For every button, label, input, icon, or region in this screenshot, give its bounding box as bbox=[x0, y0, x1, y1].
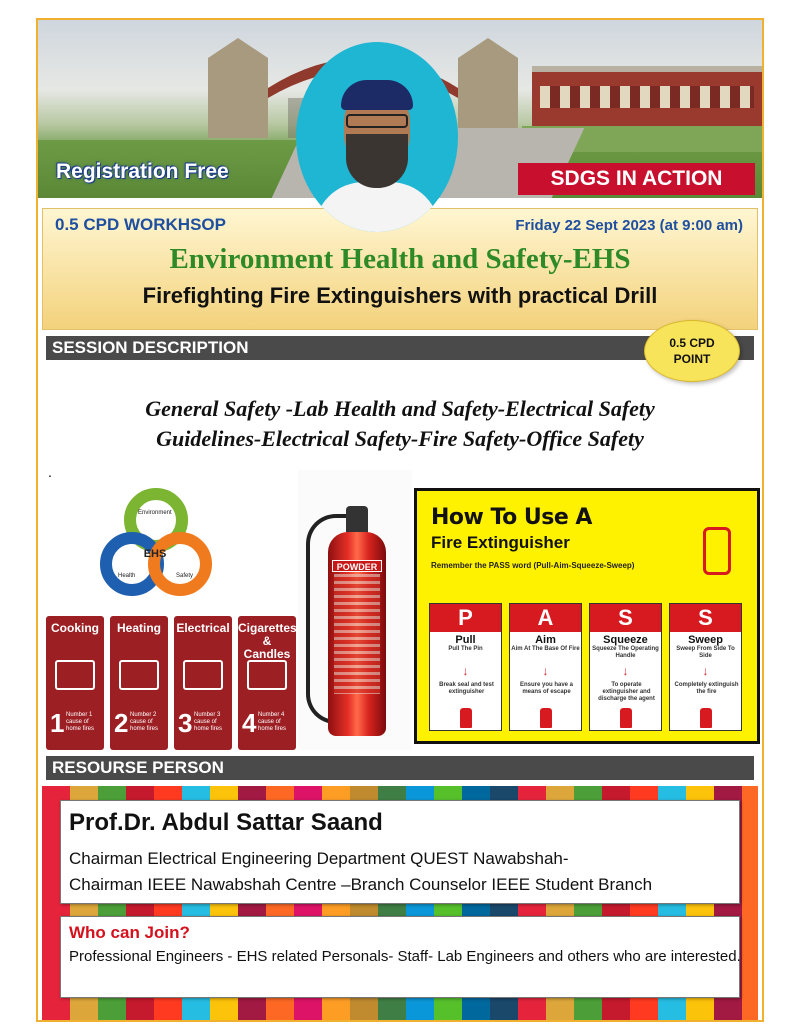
fireplace-icon bbox=[119, 660, 159, 690]
plug-icon bbox=[183, 660, 223, 690]
who-can-join-heading: Who can Join? bbox=[69, 923, 190, 942]
speaker-portrait bbox=[296, 42, 458, 232]
sdgs-in-action-badge: SDGS IN ACTION bbox=[518, 163, 755, 195]
pass-step-sweep: S Sweep Sweep From Side To Side ↓ Completely extinguish the fire bbox=[669, 603, 742, 731]
arrow-down-icon: ↓ bbox=[542, 664, 549, 678]
powder-label: POWDER bbox=[332, 560, 382, 572]
event-poster: Registration Free SDGS IN ACTION 0.5 CPD WORKHSOP Friday 22 Sept 2023 (at 9:00 am) Environment Health and Safety-EHS Firefighting Fire Extinguishers with practical Drill SESSION DESCRIPTION 0.5 CPD POINT General Safety -Lab Health and Safety-Electrical Safety Guidelines-Electrical Safety-Fire Safety-Office Safety . EHS Environment Health Safety Cooking 1 Number 1 cause of home fires Heating 2 Number 2 cause of home fires Electrical 3 Number 3 cause of home fires Cigarettes & Candles 4 Number 4 cause of home fires POWDER How To Use A Fire Extinguisher Remember the PASS word (Pull-Aim-Squeeze-Sweep) P Pull Pull The Pin ↓ Break seal and test extinguisher A Aim Aim At The Base Of Fire ↓ Ensure you have a means of escape S Squeeze Squeeze The Operating Handle ↓ To operate extinguisher and discharge the agent S Sweep Sweep From Side To Side ↓ Completely extinguish the fire RESOURSE PERSON Prof.Dr. Abdul Sattar Saand Chairman Electrical Engineering Department QUEST Nawabshah- Chairman IEEE Nawabshah Centre –Branch Counselor IEEE Student Branch Who can Join? Professional Engineers - EHS related Personals- Staff- Lab Engineers and others who are interested. bbox=[36, 18, 764, 1022]
cause-tile-electrical: Electrical 3 Number 3 cause of home fires bbox=[174, 616, 232, 750]
speaker-name: Prof.Dr. Abdul Sattar Saand bbox=[69, 809, 383, 836]
pass-reminder: Remember the PASS word (Pull-Aim-Squeeze-Sweep) bbox=[431, 561, 635, 570]
resource-person-heading: RESOURSE PERSON bbox=[46, 756, 754, 780]
workshop-subtitle: Firefighting Fire Extinguishers with practical Drill bbox=[142, 283, 658, 308]
pass-step-pull: P Pull Pull The Pin ↓ Break seal and test extinguisher bbox=[429, 603, 502, 731]
candle-icon bbox=[247, 660, 287, 690]
arrow-down-icon: ↓ bbox=[702, 664, 709, 678]
health-label: Health bbox=[118, 573, 136, 579]
speaker-role-2: Chairman IEEE Nawabshah Centre –Branch Counselor IEEE Student Branch bbox=[69, 875, 653, 894]
cpd-point-badge: 0.5 CPD POINT bbox=[644, 320, 740, 382]
speaker-role-1: Chairman Electrical Engineering Department QUEST Nawabshah- bbox=[69, 849, 569, 868]
who-can-join-text: Professional Engineers - EHS related Personals- Staff- Lab Engineers and others who are interested. bbox=[69, 948, 741, 965]
pass-heading-2: Fire Extinguisher bbox=[431, 533, 570, 552]
event-date: Friday 22 Sept 2023 (at 9:00 am) bbox=[515, 217, 743, 234]
cause-tile-heating: Heating 2 Number 2 cause of home fires bbox=[110, 616, 168, 750]
cooking-pot-icon bbox=[55, 660, 95, 690]
workshop-title: Environment Health and Safety-EHS bbox=[169, 243, 631, 275]
pass-heading-1: How To Use A bbox=[431, 505, 592, 530]
environment-label: Environment bbox=[138, 510, 172, 516]
topics-line-1: General Safety -Lab Health and Safety-Electrical Safety bbox=[145, 396, 655, 421]
who-can-join-card bbox=[60, 916, 740, 998]
ehs-core-label: EHS bbox=[143, 548, 167, 560]
session-topics bbox=[38, 394, 762, 454]
safety-label: Safety bbox=[176, 573, 194, 579]
pass-step-aim: A Aim Aim At The Base Of Fire ↓ Ensure you have a means of escape bbox=[509, 603, 582, 731]
topics-line-2: Guidelines-Electrical Safety-Fire Safety-Office Safety bbox=[156, 426, 644, 451]
arrow-down-icon: ↓ bbox=[462, 664, 469, 678]
extinguisher-icon bbox=[460, 708, 472, 728]
cause-tile-cigarettes-candles: Cigarettes & Candles 4 Number 4 cause of home fires bbox=[238, 616, 296, 750]
safety-ring bbox=[148, 532, 212, 596]
cause-tile-cooking: Cooking 1 Number 1 cause of home fires bbox=[46, 616, 104, 750]
session-description-heading: SESSION DESCRIPTION bbox=[46, 336, 754, 360]
sdg-color-frame bbox=[42, 786, 758, 1020]
resource-person-card bbox=[60, 800, 740, 904]
extinguisher-icon bbox=[703, 527, 731, 575]
pass-step-squeeze: S Squeeze Squeeze The Operating Handle ↓ To operate extinguisher and discharge the agent bbox=[589, 603, 662, 731]
cpd-workshop-label: 0.5 CPD WORKHSOP bbox=[55, 215, 226, 234]
extinguisher-icon bbox=[620, 708, 632, 728]
extinguisher-icon bbox=[700, 708, 712, 728]
fire-extinguisher-photo bbox=[298, 470, 412, 750]
arrow-down-icon: ↓ bbox=[622, 664, 629, 678]
pass-instructions-panel bbox=[414, 488, 760, 744]
registration-free-label: Registration Free bbox=[56, 160, 229, 183]
extinguisher-icon bbox=[540, 708, 552, 728]
